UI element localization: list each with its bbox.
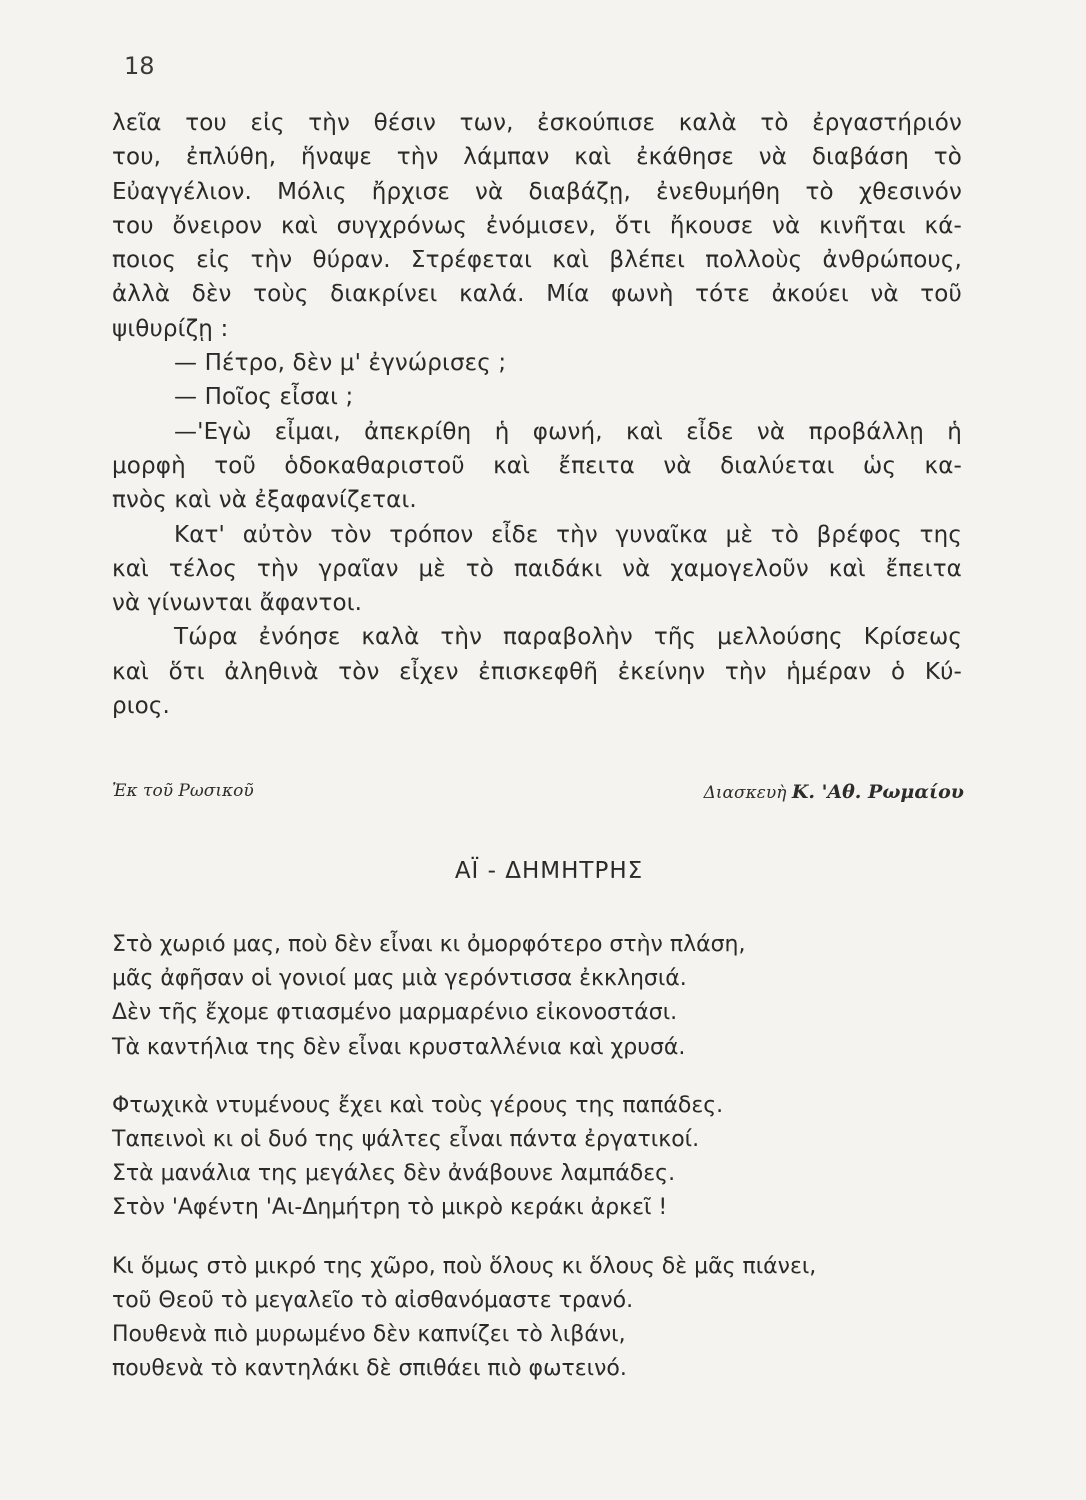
verse-line: πουθενὰ τὸ καντηλάκι δὲ σπιθάει πιὸ φωτεινό. <box>112 1356 627 1382</box>
prose-line: ἀλλὰ δὲν τοὺς διακρίνει καλά. Μία φωνὴ τότε ἀκούει νὰ τοῦ <box>112 281 962 308</box>
prose-line: νὰ γίνωνται ἄφαντοι. <box>112 590 363 617</box>
prose-line: καὶ τέλος τὴν γραῖαν μὲ τὸ παιδάκι νὰ χαμογελοῦν καὶ ἔπειτα <box>112 555 962 582</box>
dialogue-line: — Ποῖος εἶσαι ; <box>174 384 354 411</box>
prose-line: ριος. <box>112 693 171 720</box>
stanza <box>112 1089 992 1226</box>
adaptation-credit <box>704 781 964 803</box>
prose-line: Εὐαγγέλιον. Μόλις ἤρχισε νὰ διαβάζῃ, ἐνεθυμήθη τὸ χθεσινόν <box>112 178 962 205</box>
dialogue-line: — Πέτρο, δὲν μ' ἐγνώρισες ; <box>174 350 507 377</box>
verse-line: Φτωχικὰ ντυμένους ἔχει καὶ τοὺς γέρους της παπάδες. <box>112 1092 724 1118</box>
prose-line: του ὄνειρον καὶ συγχρόνως ἐνόμισεν, ὅτι ἤκουσε νὰ κινῆται κά- <box>112 212 962 239</box>
adapter-name: Κ. 'Αθ. Ρωμαίου <box>791 781 964 803</box>
prose-line: ποιος εἰς τὴν θύραν. Στρέφεται καὶ βλέπει πολλοὺς ἀνθρώπους, <box>112 247 962 274</box>
prose-line: λεῖα του εἰς τὴν θέσιν των, ἐσκούπισε καλὰ τὸ ἐργαστήριόν <box>112 110 962 136</box>
verse-line: Τὰ καντήλια της δὲν εἶναι κρυσταλλένια καὶ χρυσά. <box>112 1034 686 1060</box>
dialogue-line: —'Εγὼ εἶμαι, ἀπεκρίθη ἡ φωνή, καὶ εἶδε νὰ προβάλλῃ ἡ <box>174 418 962 445</box>
poem <box>112 928 992 1410</box>
prose-line: μορφὴ τοῦ ὁδοκαθαριστοῦ καὶ ἔπειτα νὰ διαλύεται ὡς κα- <box>112 452 962 479</box>
source-note: Ἐκ τοῦ Ρωσικοῦ <box>112 781 254 801</box>
verse-line: Δὲν τῆς ἔχομε φτιασμένο μαρμαρένιο εἰκονοστάσι. <box>112 1000 678 1026</box>
paragraph-start: Κατ' αὐτὸν τὸν τρόπον εἶδε τὴν γυναῖκα μὲ τὸ βρέφος της <box>174 521 962 548</box>
verse-line: Στὸ χωριό μας, ποὺ δὲν εἶναι κι ὀμορφότερο στὴν πλάση, <box>112 932 746 957</box>
prose-line: καὶ ὅτι ἀληθινὰ τὸν εἶχεν ἐπισκεφθῆ ἐκείνην τὴν ἡμέραν ὁ Κύ- <box>112 658 962 685</box>
adapted-by-label: Διασκευὴ <box>703 783 787 803</box>
prose-text <box>112 106 962 723</box>
verse-line: Ταπεινοὶ κι οἱ δυό της ψάλτες εἶναι πάντα ἐργατικοί. <box>112 1127 700 1153</box>
prose-line: του, ἐπλύθη, ἥναψε τὴν λάμπαν καὶ ἐκάθησε νὰ διαβάση τὸ <box>112 144 962 171</box>
paragraph-start: Τώρα ἐνόησε καλὰ τὴν παραβολὴν τῆς μελλούσης Κρίσεως <box>174 624 962 651</box>
verse-line: Στὰ μανάλια της μεγάλες δὲν ἀνάβουνε λαμπάδες. <box>112 1161 676 1187</box>
verse-line: Πουθενὰ πιὸ μυρωμένο δὲν καπνίζει τὸ λιβάνι, <box>112 1322 626 1348</box>
prose-line: πνὸς καὶ νὰ ἐξαφανίζεται. <box>112 487 417 514</box>
verse-line: μᾶς ἀφῆσαν οἱ γονιοί μας μιὰ γερόντισσα ἐκκλησιά. <box>112 966 687 992</box>
verse-line: τοῦ Θεοῦ τὸ μεγαλεῖο τὸ αἰσθανόμαστε τρανό. <box>112 1287 634 1313</box>
verse-line: Κι ὅμως στὸ μικρό της χῶρο, ποὺ ὅλους κι ὅλους δὲ μᾶς πιάνει, <box>112 1253 817 1279</box>
stanza <box>112 1250 992 1387</box>
prose-line: ψιθυρίζῃ : <box>112 315 229 342</box>
page-number: 18 <box>124 52 155 80</box>
verse-line: Στὸν 'Αφέντη 'Αι-Δημήτρη τὸ μικρὸ κεράκι ἀρκεῖ ! <box>112 1195 668 1221</box>
stanza <box>112 928 992 1065</box>
poem-title: ΑΪ - ΔΗΜΗΤΡΗΣ <box>454 858 644 884</box>
